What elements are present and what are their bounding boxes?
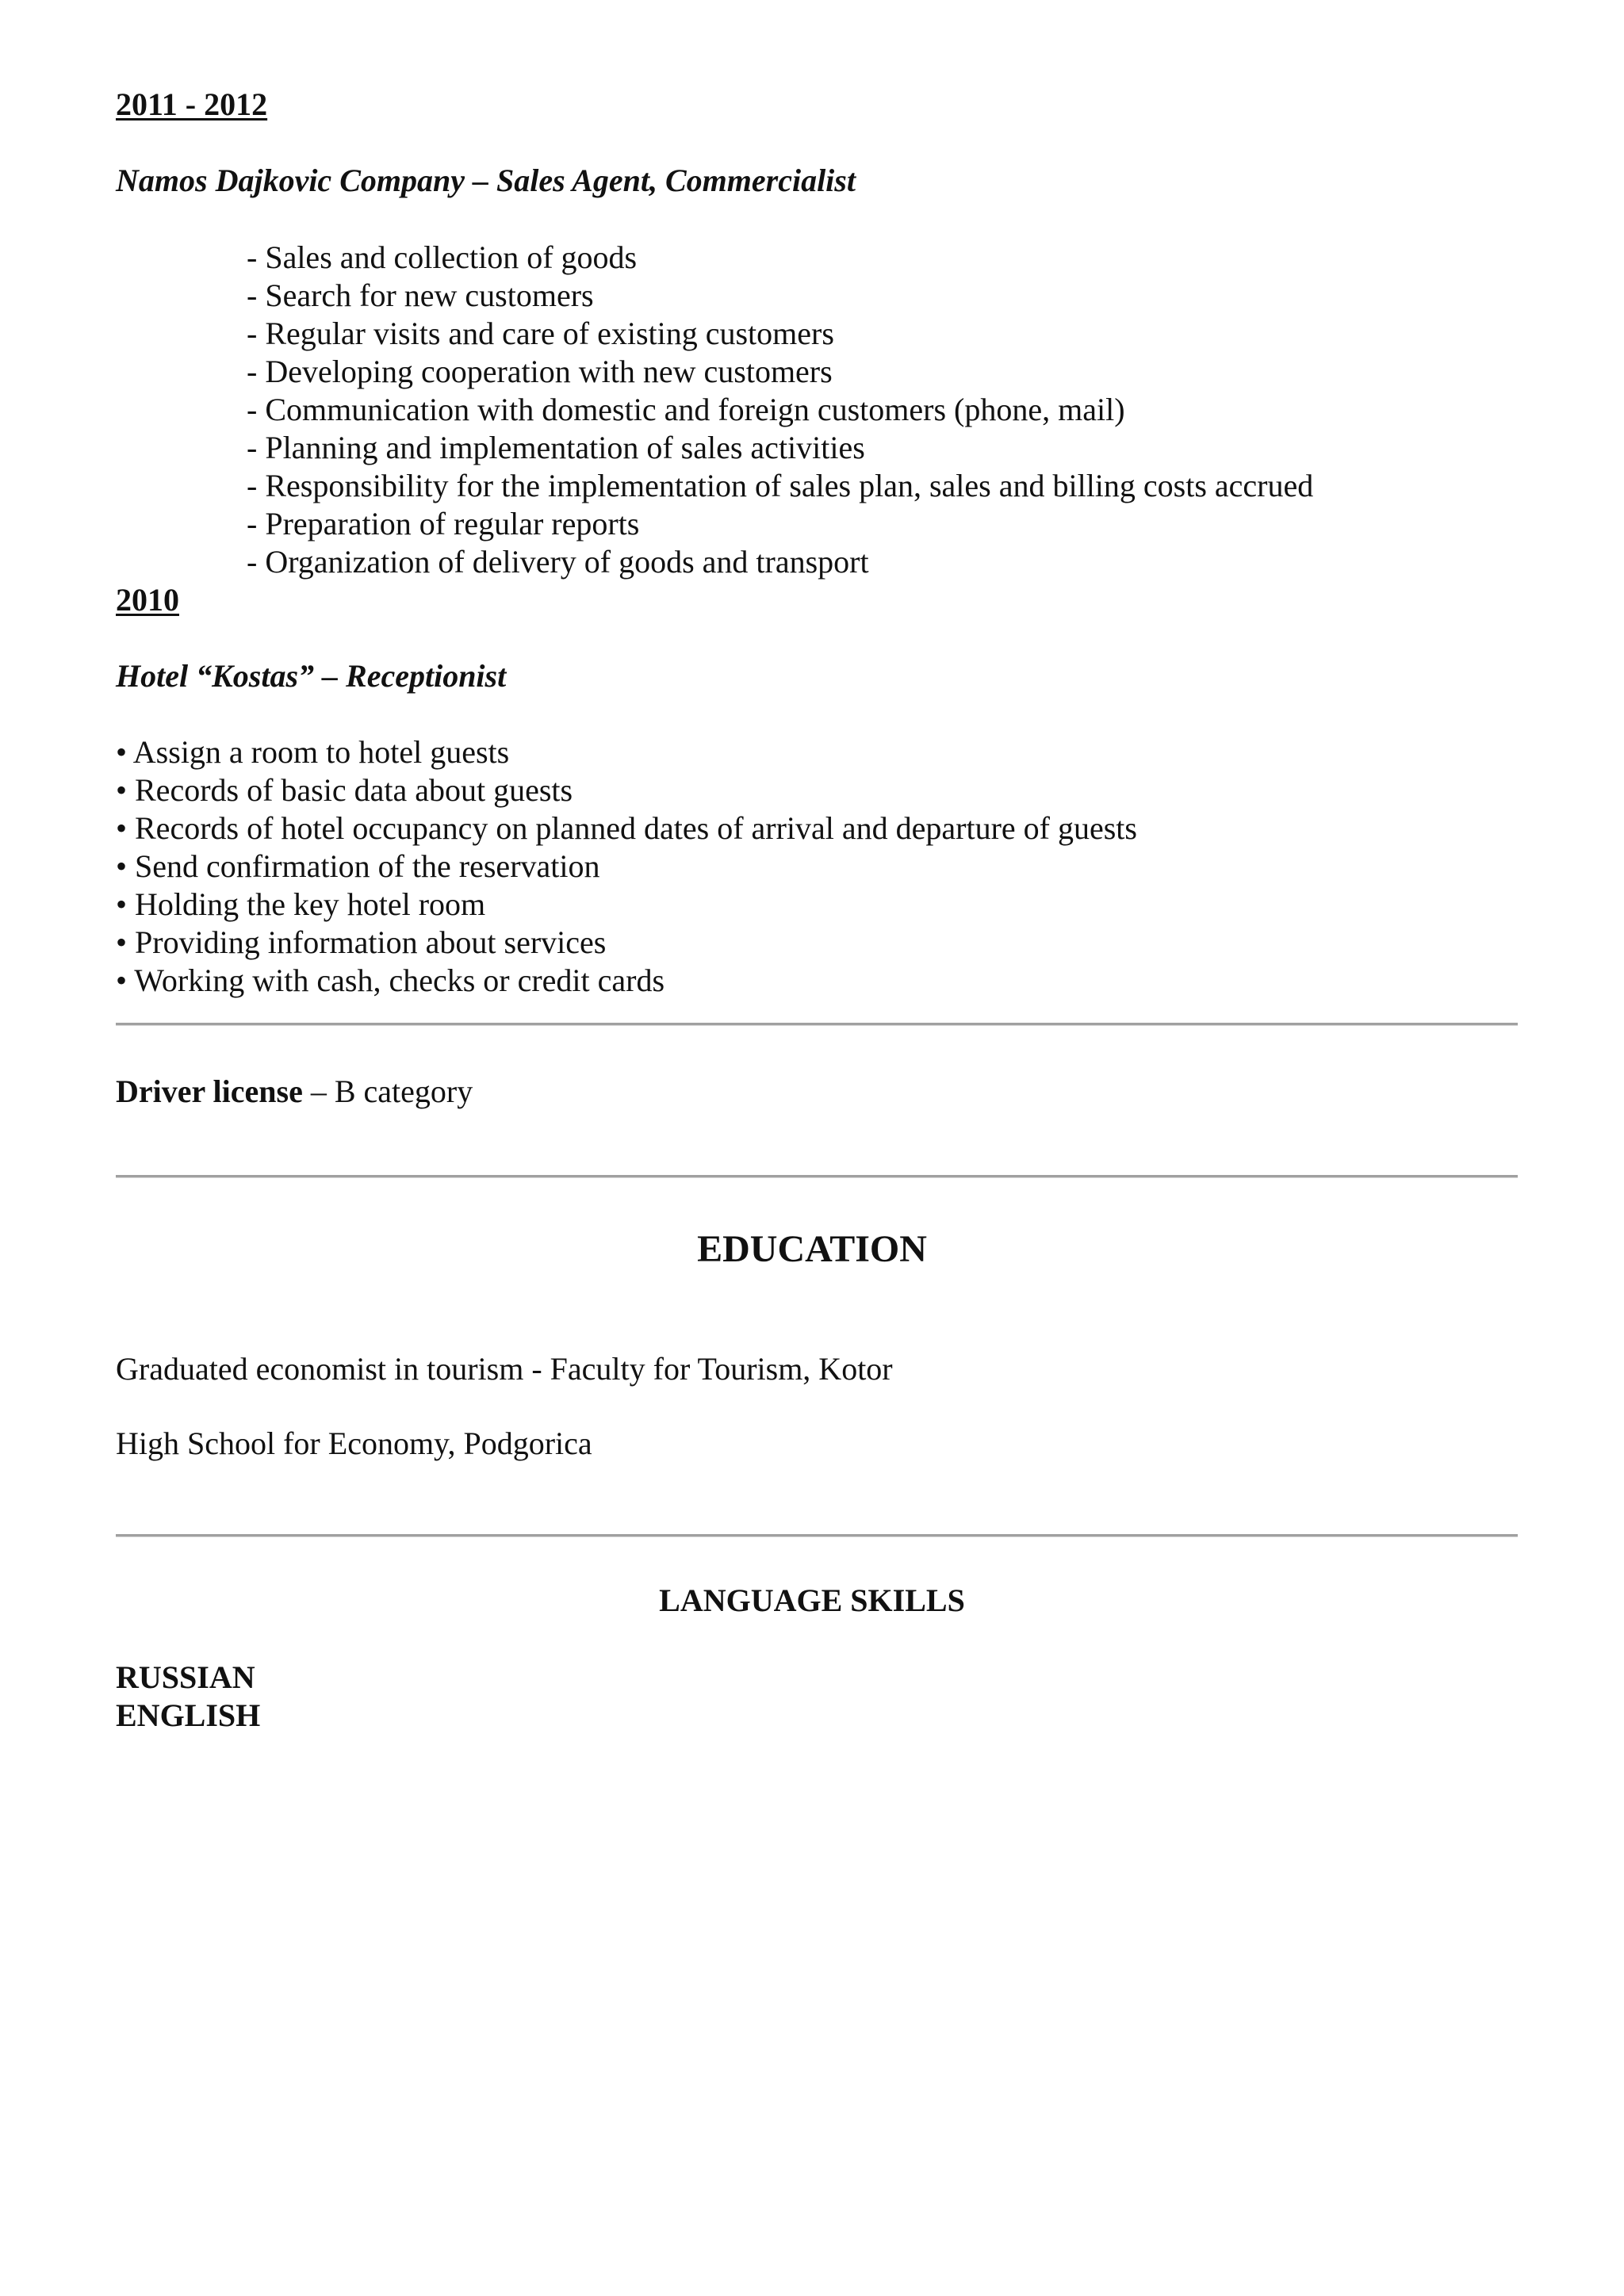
driver-license [116,1073,473,1111]
section-divider [116,1534,1518,1536]
job-title: Hotel “Kostas” – Receptionist [116,658,507,694]
job-period: 2011 - 2012 [116,86,268,122]
duty-item: • Working with cash, checks or credit cards [116,962,665,998]
language-skills-heading: LANGUAGE SKILLS [659,1582,965,1618]
education-heading: EDUCATION [697,1228,927,1270]
duty-item: - Planning and implementation of sales activities [247,430,865,465]
job-title: Namos Dajkovic Company – Sales Agent, Commercialist [116,163,856,198]
duty-item: • Records of hotel occupancy on planned dates of arrival and departure of guests [116,810,1137,846]
duty-item: - Sales and collection of goods [247,239,638,275]
duty-item: - Organization of delivery of goods and transport [247,544,869,580]
duty-item: • Assign a room to hotel guests [116,734,510,770]
job-period: 2010 [116,582,179,618]
duty-item: - Responsibility for the implementation of sales plan, sales and billing costs accrued [247,468,1314,503]
duty-item: - Search for new customers [247,277,594,313]
duty-item: - Regular visits and care of existing customers [247,316,834,351]
duty-item: • Providing information about services [116,924,607,960]
duty-item: • Holding the key hotel room [116,886,486,922]
duty-item: - Communication with domestic and foreign customers (phone, mail) [247,392,1125,427]
education-item: High School for Economy, Podgorica [116,1425,592,1461]
license-label: Driver license [116,1073,303,1109]
language-item: RUSSIAN [116,1659,255,1695]
duty-item: - Preparation of regular reports [247,506,640,541]
license-value: – B category [302,1073,473,1109]
language-item: ENGLISH [116,1697,261,1733]
section-divider [116,1023,1518,1025]
education-item: Graduated economist in tourism - Faculty for Tourism, Kotor [116,1351,893,1387]
duty-item: - Developing cooperation with new customers [247,354,833,389]
duty-item: • Records of basic data about guests [116,772,573,808]
section-divider [116,1175,1518,1177]
duty-item: • Send confirmation of the reservation [116,848,600,884]
